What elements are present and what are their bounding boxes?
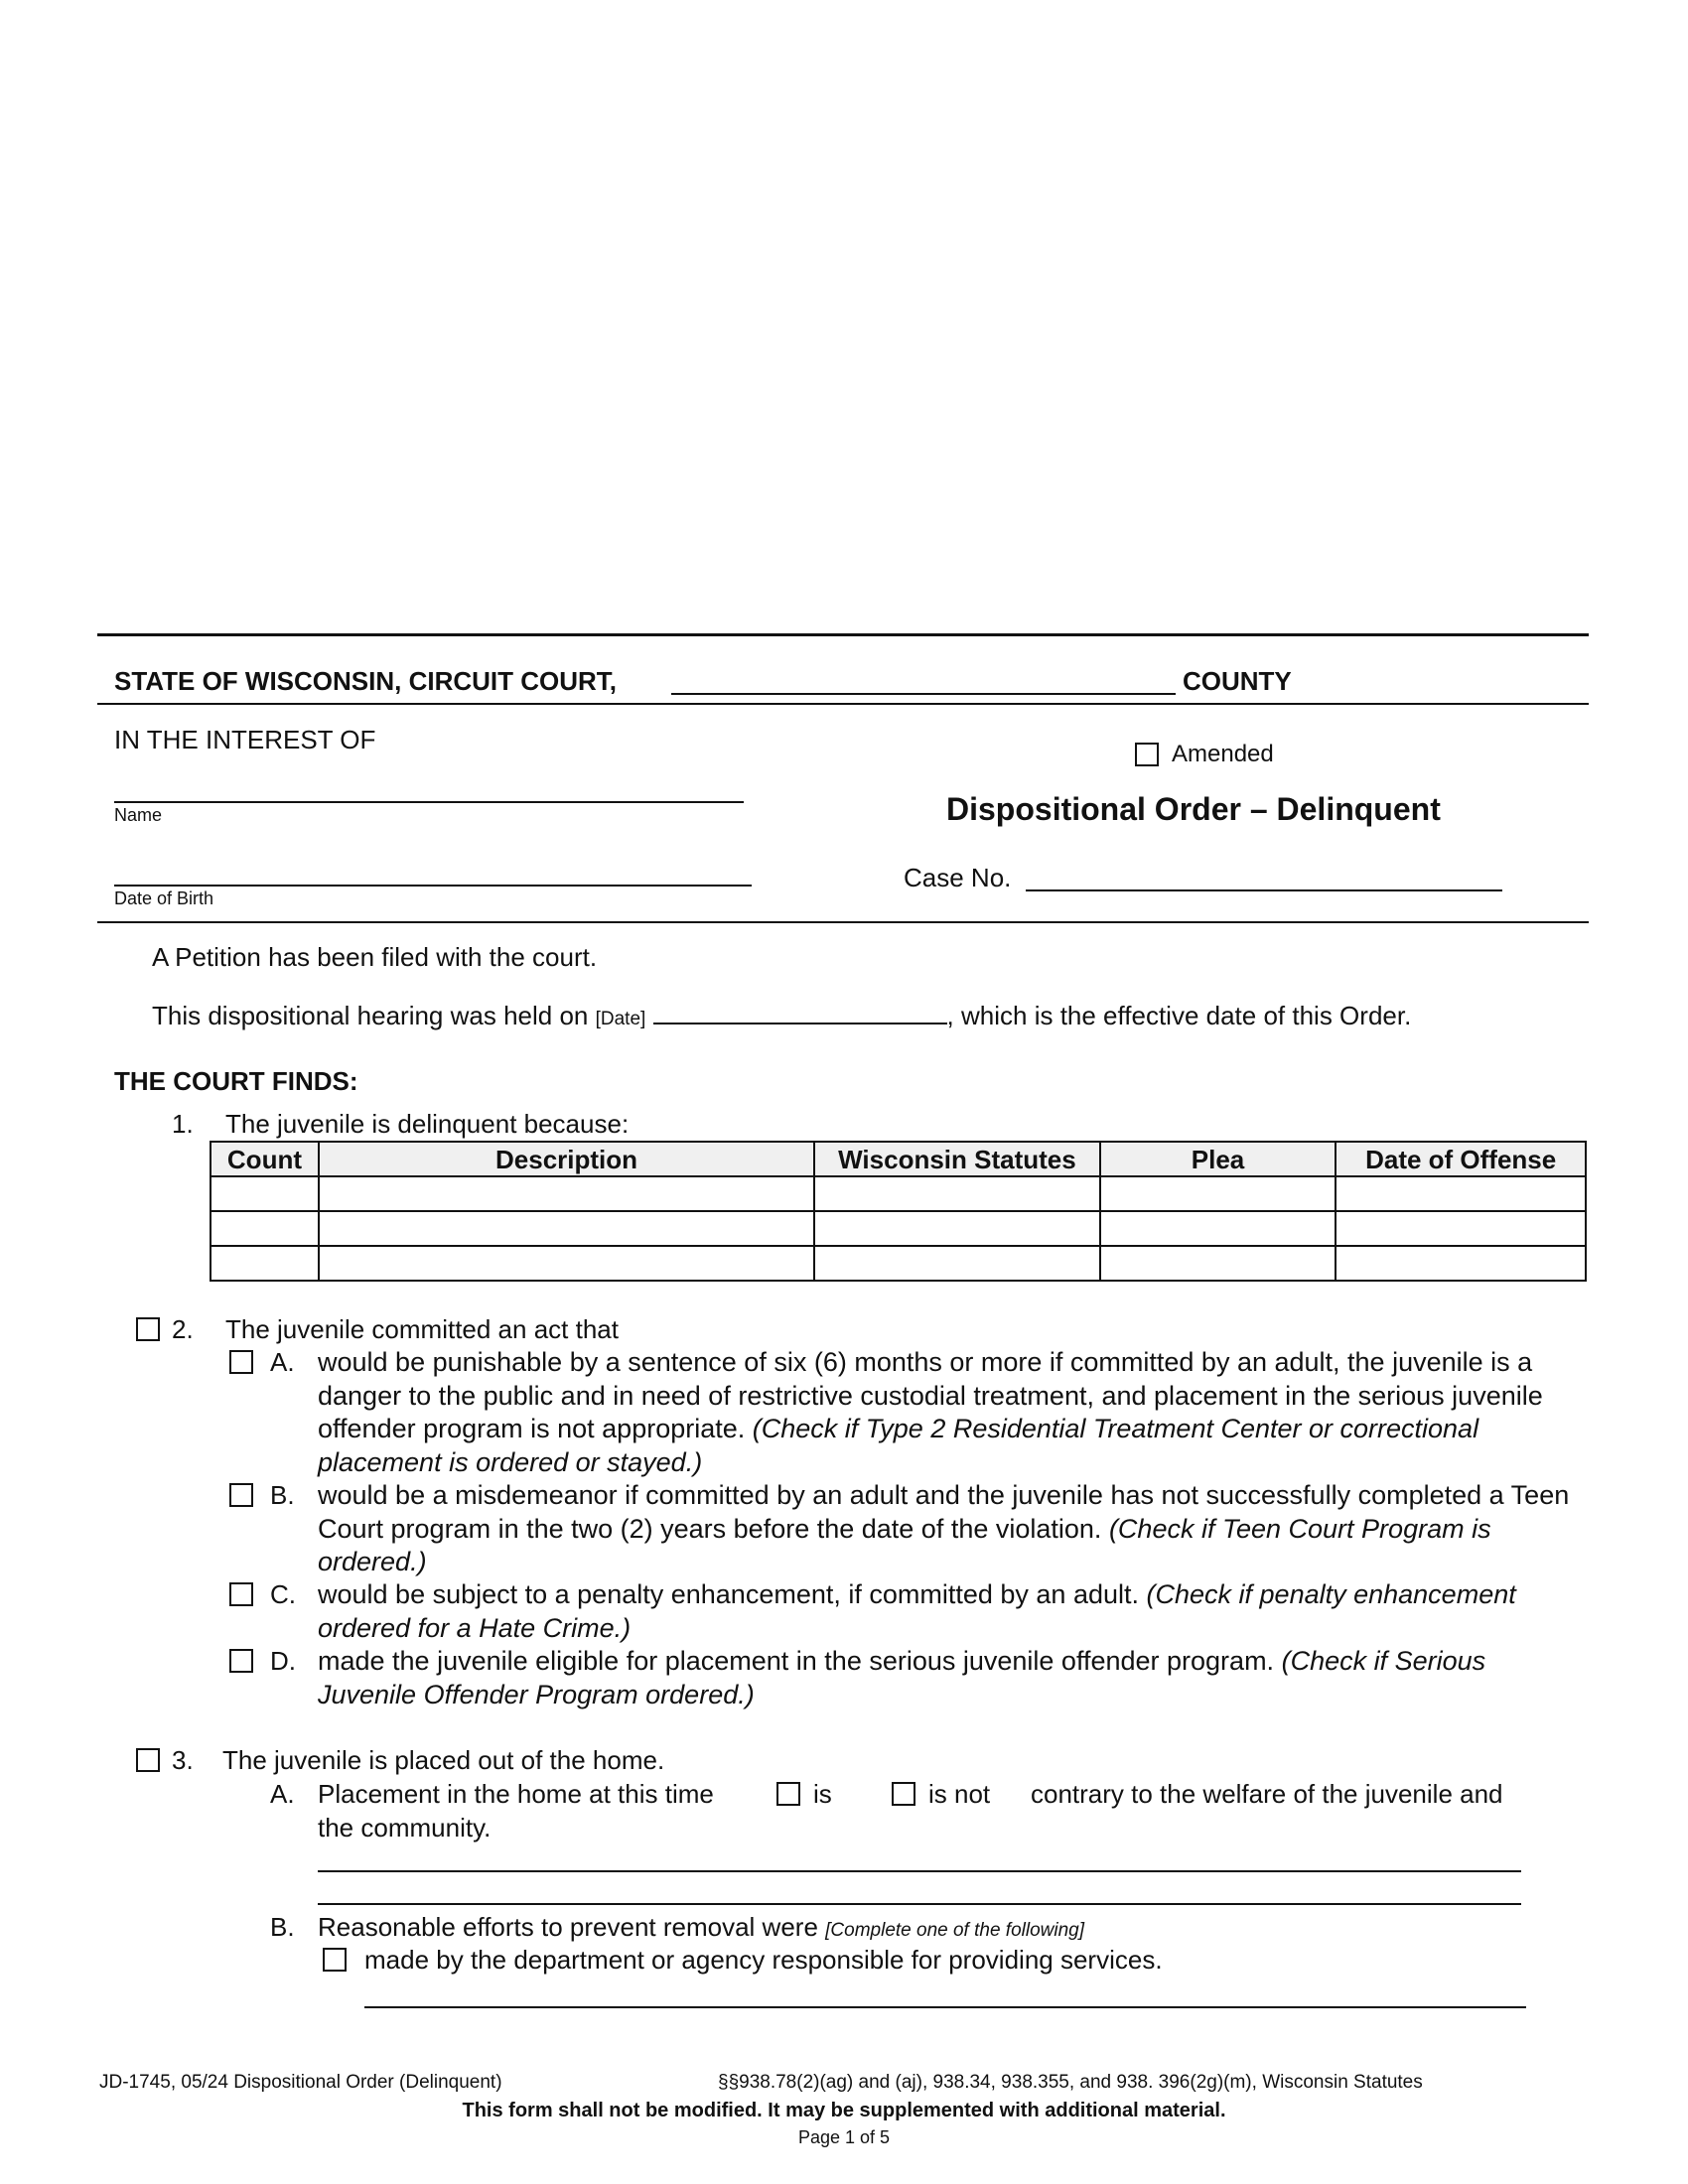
item2c-text	[318, 1578, 1579, 1645]
item3b-text	[318, 1911, 1084, 1947]
item2c-letter: C.	[270, 1579, 296, 1609]
item2a-body: would be punishable by a sentence of six (6) months or more if committed by an adult, the juvenile is a danger to the public and in need of restrictive custodial treatment, and placement in the serious juvenile offender program is not appropriate.	[318, 1347, 1543, 1443]
table-cell[interactable]	[1336, 1211, 1586, 1246]
col-statutes: Wisconsin Statutes	[814, 1142, 1100, 1176]
item2-checkbox[interactable]	[136, 1317, 160, 1341]
item3a-is-not-checkbox[interactable]	[892, 1782, 915, 1806]
item1-text: The juvenile is delinquent because:	[225, 1109, 630, 1139]
item3a-is-label: is	[813, 1779, 832, 1809]
name-label: Name	[114, 805, 163, 825]
footer-notice: This form shall not be modified. It may be supplemented with additional material.	[462, 2100, 1226, 2121]
offense-table	[210, 1141, 1587, 1282]
hearing-text	[152, 999, 1411, 1035]
item3b-made-label: made by the department or agency responsible for providing services.	[364, 1945, 1163, 1975]
item2d-checkbox[interactable]	[229, 1649, 253, 1673]
findings-heading: THE COURT FINDS:	[114, 1066, 358, 1096]
hearing-post: , which is the effective date of this Order.	[946, 1001, 1412, 1030]
table-row[interactable]	[211, 1246, 1586, 1281]
item2d-note: (Check if Serious Juvenile Offender Program ordered.)	[318, 1646, 1486, 1709]
date-hint: [Date]	[595, 1009, 646, 1029]
dob-label: Date of Birth	[114, 888, 214, 908]
col-plea: Plea	[1100, 1142, 1336, 1176]
item2d-letter: D.	[270, 1646, 296, 1676]
item2a-note: (Check if Type 2 Residential Treatment Center or correctional placement is ordered or stayed.)	[318, 1414, 1479, 1477]
footer-statutes: §§938.78(2)(ag) and (aj), 938.34, 938.355, and 938. 396(2g)(m), Wisconsin Statutes	[718, 2072, 1423, 2093]
case-no-field[interactable]	[1026, 889, 1502, 891]
table-cell[interactable]	[1336, 1246, 1586, 1281]
table-cell[interactable]	[1100, 1246, 1336, 1281]
item3a-letter: A.	[270, 1779, 295, 1809]
item3a-is-not-label: is not	[928, 1779, 991, 1809]
col-description: Description	[319, 1142, 814, 1176]
item3a-tail: contrary to the welfare of the juvenile and	[1031, 1779, 1503, 1809]
item2a-text	[318, 1346, 1579, 1479]
table-cell[interactable]	[319, 1246, 814, 1281]
case-no-label: Case No.	[904, 863, 1012, 892]
county-field[interactable]	[671, 693, 1176, 695]
item2b-body: would be a misdemeanor if committed by an adult and the juvenile has not successfully completed a Teen Court program in the two (2) years before the date of the violation.	[318, 1480, 1570, 1544]
table-header-row	[211, 1142, 1586, 1176]
table-cell[interactable]	[1100, 1176, 1336, 1211]
item3-number: 3.	[172, 1745, 194, 1775]
item2a-letter: A.	[270, 1347, 295, 1377]
item2-text: The juvenile committed an act that	[225, 1314, 619, 1344]
table-cell[interactable]	[814, 1246, 1100, 1281]
item3b-hint: [Complete one of the following]	[825, 1920, 1085, 1941]
item3a-text: Placement in the home at this time	[318, 1779, 714, 1809]
item3a-line-2[interactable]	[318, 1903, 1521, 1905]
item2b-letter: B.	[270, 1480, 295, 1510]
item2d-text	[318, 1645, 1579, 1711]
table-cell[interactable]	[814, 1176, 1100, 1211]
table-cell[interactable]	[1100, 1211, 1336, 1246]
court-line: STATE OF WISCONSIN, CIRCUIT COURT,	[114, 666, 618, 696]
item2d-body: made the juvenile eligible for placement in the serious juvenile offender program.	[318, 1646, 1275, 1676]
table-row[interactable]	[211, 1176, 1586, 1211]
col-count: Count	[211, 1142, 319, 1176]
petition-text: A Petition has been filed with the court.	[152, 942, 598, 972]
table-cell[interactable]	[319, 1176, 814, 1211]
item2a-checkbox[interactable]	[229, 1350, 253, 1374]
item2c-checkbox[interactable]	[229, 1582, 253, 1606]
table-cell[interactable]	[211, 1246, 319, 1281]
item2b-checkbox[interactable]	[229, 1483, 253, 1507]
item2c-note: (Check if penalty enhancement ordered for a Hate Crime.)	[318, 1579, 1516, 1643]
item1-number: 1.	[172, 1109, 194, 1139]
table-row[interactable]	[211, 1211, 1586, 1246]
top-rule	[97, 633, 1589, 636]
table-cell[interactable]	[814, 1211, 1100, 1246]
table-cell[interactable]	[211, 1176, 319, 1211]
item3a-tail2: the community.	[318, 1813, 492, 1843]
form-title: Dispositional Order – Delinquent	[946, 791, 1441, 827]
item3b-line[interactable]	[364, 2006, 1526, 2008]
table-cell[interactable]	[211, 1211, 319, 1246]
item3b-made-checkbox[interactable]	[323, 1948, 347, 1972]
item3-checkbox[interactable]	[136, 1748, 160, 1772]
item3a-is-checkbox[interactable]	[776, 1782, 800, 1806]
footer-form-id: JD-1745, 05/24 Dispositional Order (Delinquent)	[99, 2072, 502, 2093]
amended-checkbox[interactable]	[1135, 743, 1159, 766]
amended-label: Amended	[1172, 741, 1274, 767]
table-cell[interactable]	[1336, 1176, 1586, 1211]
header-bottom-rule	[97, 921, 1589, 923]
footer-page: Page 1 of 5	[797, 2127, 891, 2147]
item2c-body: would be subject to a penalty enhancement, if committed by an adult.	[318, 1579, 1139, 1609]
name-field[interactable]	[114, 801, 744, 803]
hearing-pre: This dispositional hearing was held on	[152, 1001, 589, 1030]
item2-number: 2.	[172, 1314, 194, 1344]
item2b-note: (Check if Teen Court Program is ordered.)	[318, 1513, 1491, 1576]
in-interest-label: IN THE INTEREST OF	[114, 725, 376, 754]
item3a-line-1[interactable]	[318, 1870, 1521, 1872]
item3b-letter: B.	[270, 1912, 295, 1942]
item3-text: The juvenile is placed out of the home.	[222, 1745, 665, 1775]
col-date-of-offense: Date of Offense	[1336, 1142, 1586, 1176]
table-cell[interactable]	[319, 1211, 814, 1246]
county-label: COUNTY	[1183, 666, 1292, 696]
item3b-body: Reasonable efforts to prevent removal were	[318, 1912, 818, 1942]
hearing-date-field[interactable]	[653, 999, 947, 1024]
dob-field[interactable]	[114, 885, 752, 887]
item2b-text	[318, 1479, 1579, 1579]
header-rule	[97, 703, 1589, 705]
